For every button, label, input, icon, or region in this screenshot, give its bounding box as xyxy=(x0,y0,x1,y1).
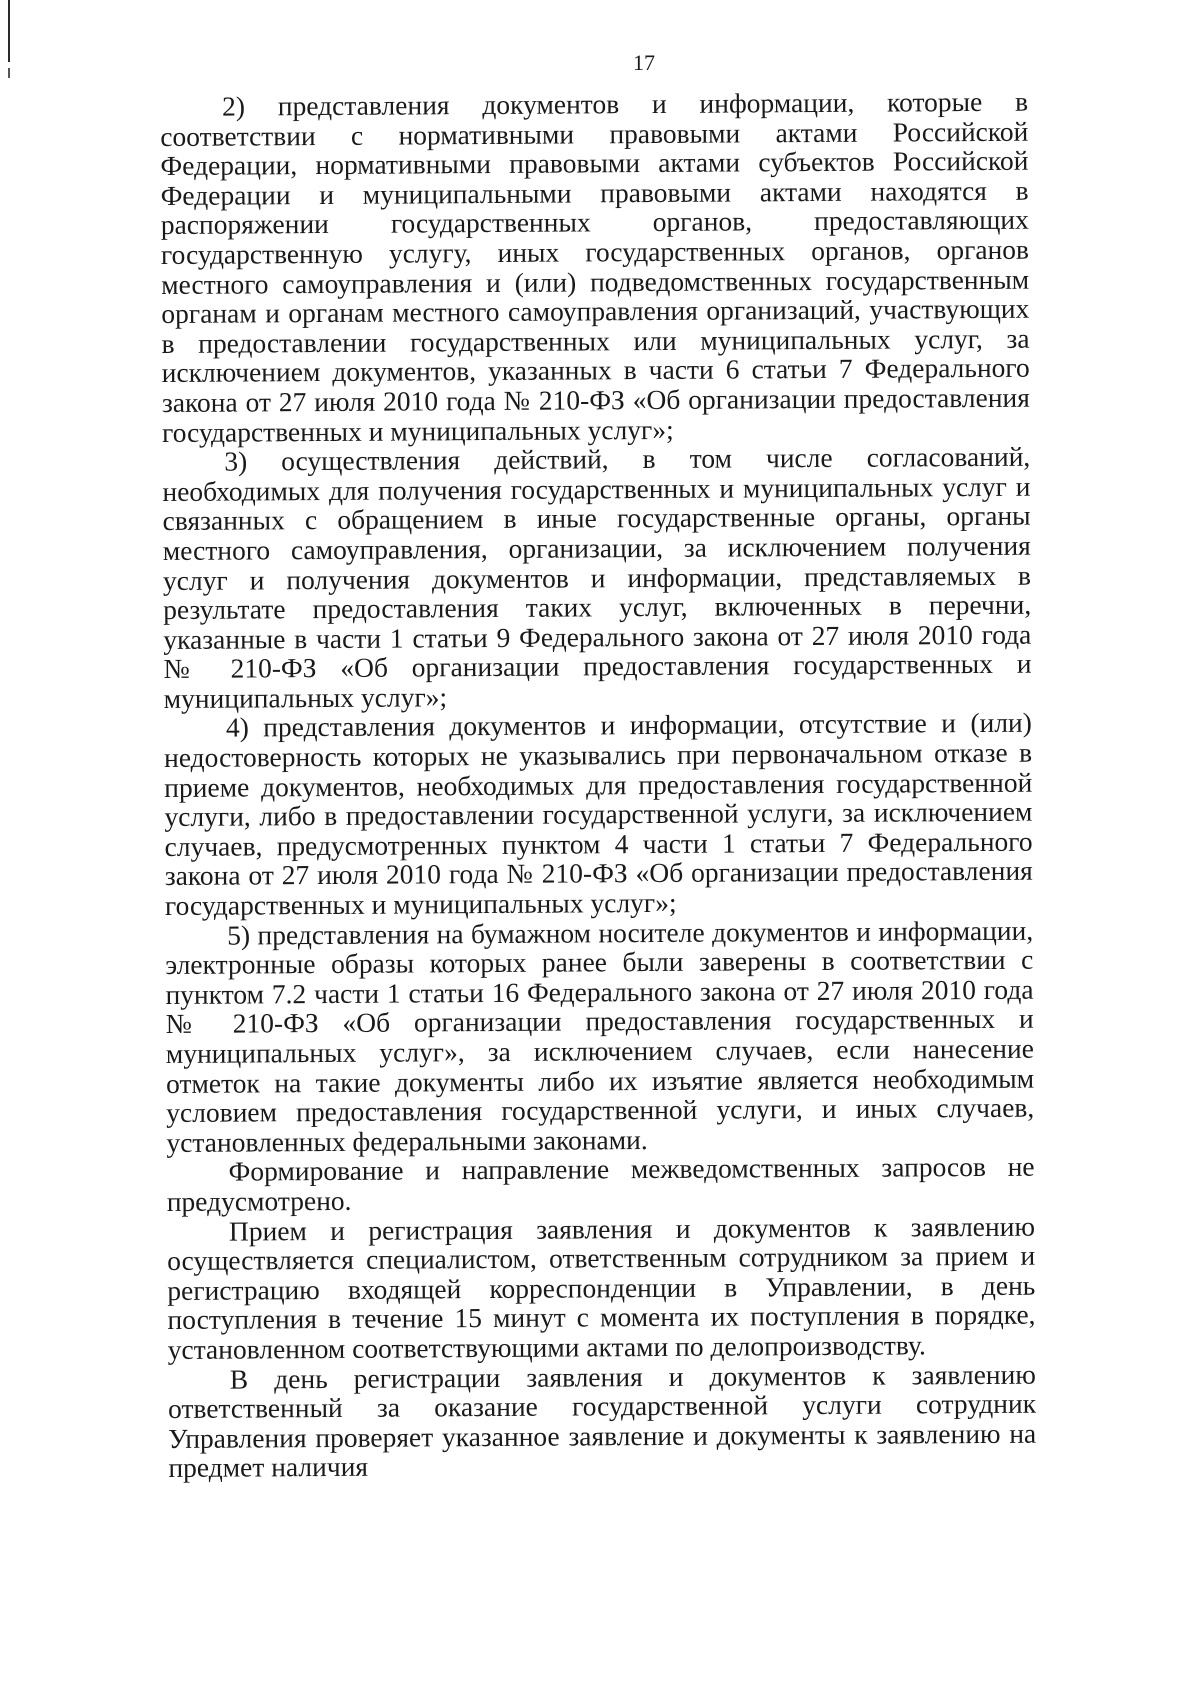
paragraph-registration: Прием и регистрация заявления и документов к заявлению осуществляется специалистом, ответственным сотрудником за прием и регистрацию входящей корреспонденции в Управлении, в день поступления в течение 15 минут с момента их поступления в порядке, установленном соответствующими актами по делопроизводству. xyxy=(167,1210,1036,1365)
scan-edge-mark xyxy=(8,68,10,78)
paragraph-item-2: 2) представления документов и информации, которые в соответствии с нормативными правовыми актами Российской Федерации, нормативными правовыми актами субъектов Российской Федерации и муниципальными правовыми актами находятся в распоряжении государственных органов, предоставляющих государственную услугу, иных государственных органов, органов местного самоуправления и (или) подведомственных государственным органам и органам местного самоуправления организаций, участвующих в предоставлении государственных или муниципальных услуг, за исключением документов, указанных в части 6 статьи 7 Федерального закона от 27 июля 2010 года № 210-ФЗ «Об организации предоставления государственных и муниципальных услуг»; xyxy=(160,85,1030,448)
paragraph-item-3: 3) осуществления действий, в том числе согласований, необходимых для получения государственных и муниципальных услуг и связанных с обращением в иные государственные органы, органы местного самоуправления, организации, за исключением получения услуг и получения документов и информации, представляемых в результате предоставления таких услуг, включенных в перечни, указанные в части 1 статьи 9 Федерального закона от 27 июля 2010 года № 210-ФЗ «Об организации предоставления государственных и муниципальных услуг»; xyxy=(162,440,1032,714)
paragraph-item-5: 5) представления на бумажном носителе документов и информации, электронные образы которых ранее были заверены в соответствии с пунктом 7.2 части 1 статьи 16 Федерального закона от 27 июля 2010 года № 210-ФЗ «Об организации предоставления государственных и муниципальных услуг», за исключением случаев, если нанесение отметок на такие документы либо их изъятие является необходимым условием предоставления государственной услуги, и иных случаев, установленных федеральными законами. xyxy=(165,914,1035,1158)
document-body xyxy=(160,87,1036,1483)
paragraph-interagency-requests: Формирование и направление межведомственных запросов не предусмотрено. xyxy=(166,1151,1035,1217)
paragraph-verification: В день регистрации заявления и документов к заявлению ответственный за оказание государственной услуги сотрудник Управления проверяет указанное заявление и документы к заявлению на предмет наличия xyxy=(167,1358,1037,1484)
page-number: 17 xyxy=(633,50,655,75)
paragraph-item-4: 4) представления документов и информации, отсутствие и (или) недостоверность которых не указывались при первоначальном отказе в приеме документов, необходимых для предоставления государственной услуги, либо в предоставлении государственной услуги, за исключением случаев, предусмотренных пунктом 4 части 1 статьи 7 Федерального закона от 27 июля 2010 года № 210-ФЗ «Об организации предоставления государственных и муниципальных услуг»; xyxy=(163,707,1033,922)
scan-edge-mark xyxy=(8,0,10,62)
